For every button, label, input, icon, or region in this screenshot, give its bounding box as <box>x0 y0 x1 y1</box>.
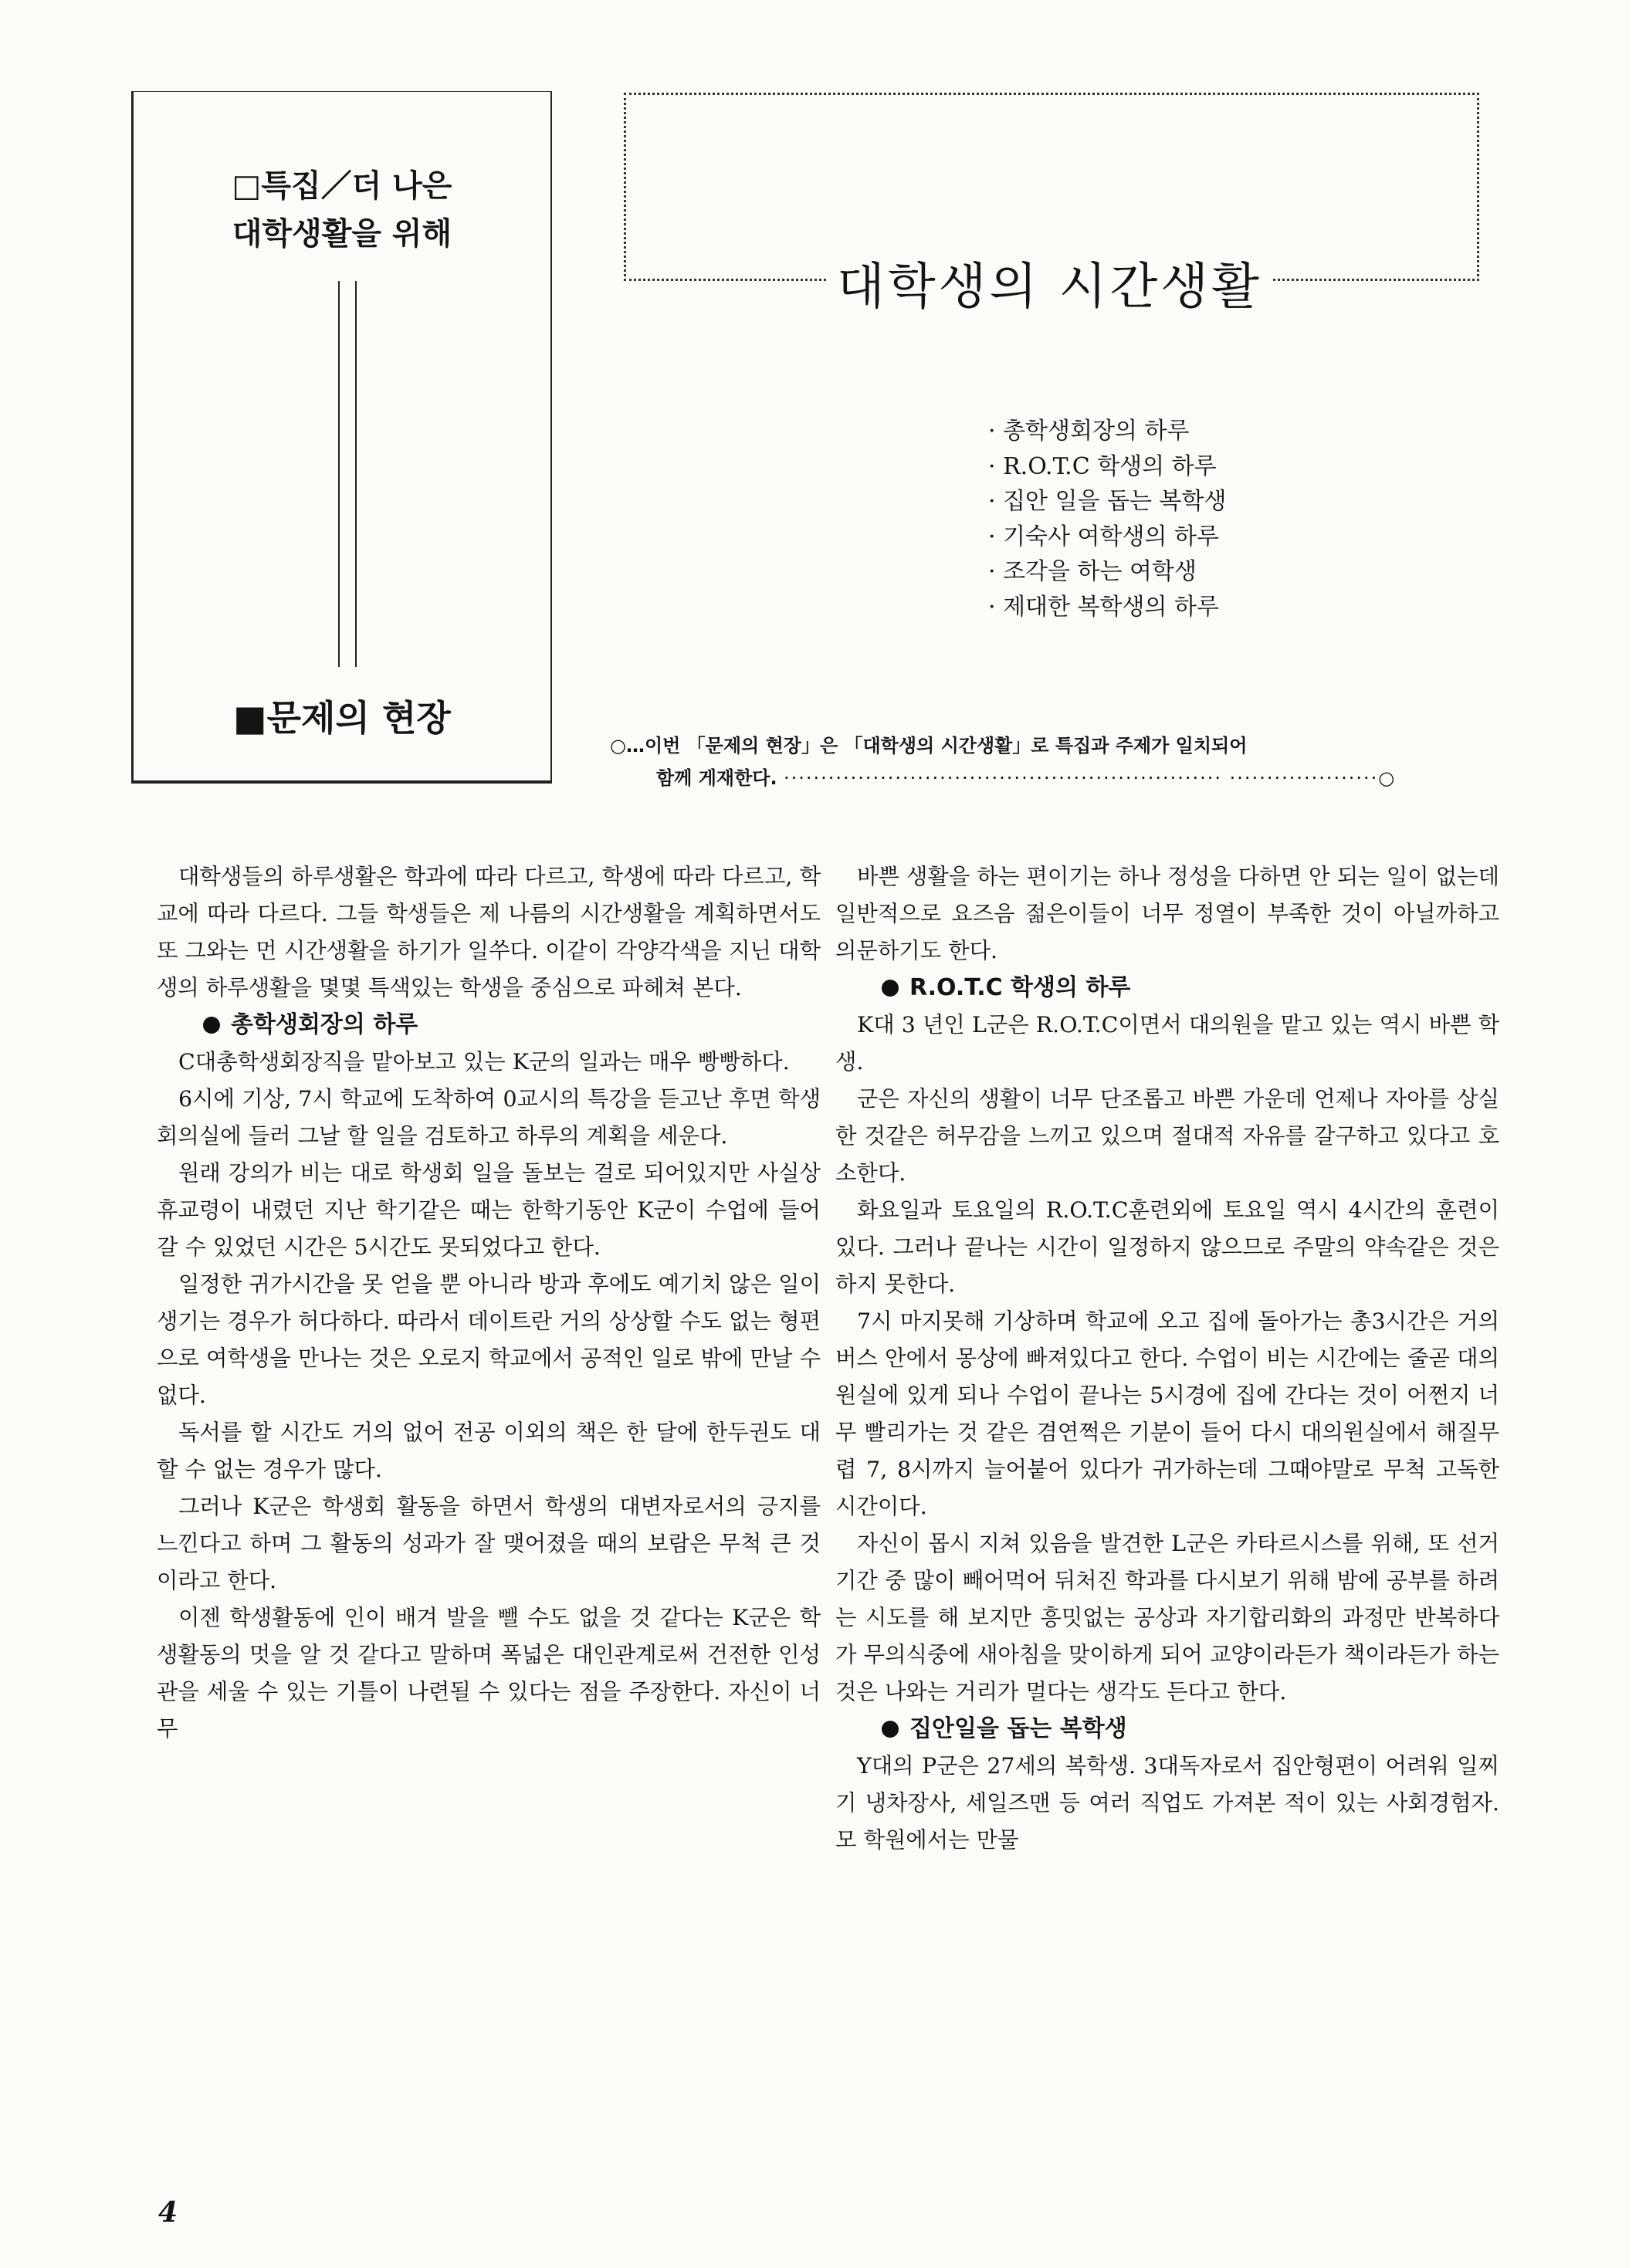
paragraph: 군은 자신의 생활이 너무 단조롭고 바쁜 가운데 언제나 자아를 상실한 것같은 허무감을 느끼고 있으며 절대적 자유를 갈구하고 있다고 호소한다. <box>835 1086 1499 1186</box>
subheading <box>835 970 1499 1007</box>
paragraph: 6시에 기상, 7시 학교에 도착하여 0교시의 특강을 듣고난 후면 학생회의실에 들러 그날 할 일을 검토하고 하루의 계획을 세운다. <box>157 1086 821 1149</box>
decorative-double-rule <box>338 281 357 667</box>
article-column-right <box>835 858 1499 1859</box>
paragraph: 일정한 귀가시간을 못 얻을 뿐 아니라 방과 후에도 예기치 않은 일이 생기는 경우가 허다하다. 따라서 데이트란 거의 상상할 수도 없는 형편으로 여학생을 만나는 것은 오로지 학교에서 공적인 일로 밖에 만날 수 없다. <box>157 1271 821 1408</box>
paragraph: K대 3 년인 L군은 R.O.T.C이면서 대의원을 맡고 있는 역시 바쁜 학생. <box>835 1012 1499 1075</box>
subheading <box>157 1007 821 1044</box>
subheading-text: 집안일을 돕는 복학생 <box>909 1715 1127 1742</box>
toc-item: · 집안 일을 돕는 복학생 <box>988 488 1227 515</box>
article-column-left <box>157 858 821 1748</box>
paragraph: 독서를 할 시간도 거의 없어 전공 이외의 책은 한 달에 한두권도 대할 수 없는 경우가 많다. <box>157 1420 821 1482</box>
subheading <box>835 1711 1499 1748</box>
paragraph: 바쁜 생활을 하는 편이기는 하나 정성을 다하면 안 되는 일이 없는데 일반적으로 요즈음 젊은이들이 너무 정열이 부족한 것이 아닐까하고 의문하기도 한다. <box>835 864 1499 963</box>
feature-sidebox <box>131 91 552 784</box>
editor-note-text: 함께 게재한다. <box>656 767 777 789</box>
bullet-icon <box>882 1721 899 1738</box>
intro-paragraph: 대학생들의 하루생활은 학과에 따라 다르고, 학생에 따라 다르고, 학교에 따라 다르다. 그들 학생들은 제 나름의 시간생활을 계획하면서도 또 그와는 먼 시간생활을 하기가 일쑤다. 이같이 각양각색을 지닌 대학생의 하루생활을 몇몇 특색있는 학생을 중심으로 파헤쳐 본다. <box>157 864 821 1000</box>
editor-note <box>610 729 1490 794</box>
paragraph: 이젠 학생활동에 인이 배겨 발을 뺄 수도 없을 것 같다는 K군은 학생활동의 멋을 알 것 같다고 말하며 폭넓은 대인관계로써 건전한 인성관을 세울 수 있는 기틀이 나련될 수 있다는 점을 주장한다. 자신이 너무 <box>157 1605 821 1742</box>
editor-note-leader: ··························································· ····················○ <box>783 767 1397 789</box>
paragraph: 자신이 몹시 지쳐 있음을 발견한 L군은 카타르시스를 위해, 또 선거기간 중 많이 빼어먹어 뒤처진 학과를 다시보기 위해 밤에 공부를 하려는 시도를 해 보지만 흥밋없는 공상과 자기합리화의 과정만 반복하다가 무의식중에 새아침을 맞이하게 되어 교양이라든가 책이라든가 하는 것은 나와는 거리가 멀다는 생각도 든다고 한다. <box>835 1531 1499 1704</box>
editor-note-line2 <box>656 762 1490 794</box>
paragraph: Y대의 P군은 27세의 복학생. 3대독자로서 집안형편이 어려워 일찌기 냉차장사, 세일즈맨 등 여러 직업도 가져본 적이 있는 사회경험자. 모 학원에서는 만물 <box>835 1753 1499 1853</box>
bullet-icon <box>203 1017 220 1034</box>
paragraph: C대총학생회장직을 맡아보고 있는 K군의 일과는 매우 빵빵하다. <box>178 1049 790 1075</box>
section-label: ■문제의 현장 <box>233 697 451 739</box>
paragraph: 그러나 K군은 학생회 활동을 하면서 학생의 대변자로서의 긍지를 느낀다고 하며 그 활동의 성과가 잘 맺어졌을 때의 보람은 무척 큰 것이라고 한다. <box>157 1494 821 1593</box>
toc-item: · 기숙사 여학생의 하루 <box>988 523 1219 550</box>
editor-note-line1: ○…이번 「문제의 현장」은 「대학생의 시간생활」로 특집과 주제가 일치되어 <box>610 735 1248 757</box>
page-number: 4 <box>158 2196 178 2229</box>
table-of-contents <box>988 414 1227 625</box>
article-title: 대학생의 시간생활 <box>826 247 1273 318</box>
toc-item: · 제대한 복학생의 하루 <box>988 593 1219 621</box>
paragraph: 7시 마지못해 기상하며 학교에 오고 집에 돌아가는 총3시간은 거의 버스 안에서 몽상에 빠져있다고 한다. 수업이 비는 시간에는 줄곧 대의원실에 있게 되나 수업이 끝나는 5시경에 집에 간다는 것이 어쩐지 너무 빨리가는 것 같은 겸연쩍은 기분이 들어 다시 대의원실에서 해질무렵 7, 8시까지 늘어붙어 있다가 귀가하는데 그때야말로 무척 고독한 시간이다. <box>835 1308 1499 1519</box>
paragraph: 화요일과 토요일의 R.O.T.C훈련외에 토요일 역시 4시간의 훈련이 있다. 그러나 끝나는 시간이 일정하지 않으므로 주말의 약속같은 것은 하지 못한다. <box>835 1197 1499 1297</box>
subheading-text: R.O.T.C 학생의 하루 <box>909 974 1131 1001</box>
toc-item: · 총학생회장의 하루 <box>988 418 1190 445</box>
bullet-icon <box>882 980 899 997</box>
toc-item: · R.O.T.C 학생의 하루 <box>988 452 1217 480</box>
feature-label: □특집／더 나은 <box>232 168 452 204</box>
toc-item: · 조각을 하는 여학생 <box>988 558 1197 585</box>
paragraph: 원래 강의가 비는 대로 학생회 일을 돌보는 걸로 되어있지만 사실상 휴교령이 내렸던 지난 학기같은 때는 한학기동안 K군이 수업에 들어갈 수 있었던 시간은 5시간도 못되었다고 한다. <box>157 1160 821 1260</box>
subheading-text: 총학생회장의 하루 <box>231 1011 418 1038</box>
feature-subtitle: 대학생활을 위해 <box>232 216 452 252</box>
